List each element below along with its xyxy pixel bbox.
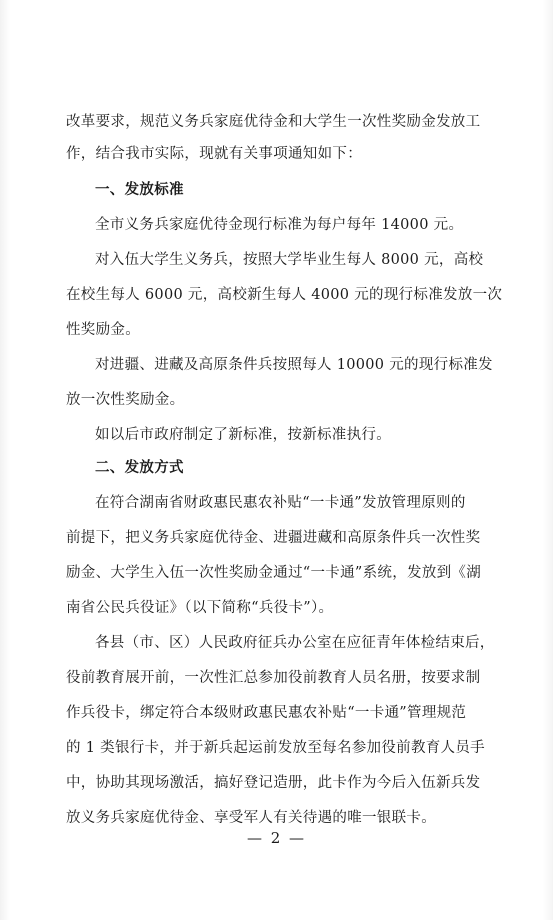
body-text-line: 南省公民兵役证》（以下简称“兵役卡”）。	[66, 600, 334, 616]
body-text-line: 如以后市政府制定了新标准，按新标准执行。	[95, 427, 391, 443]
body-text-line: 作，结合我市实际，现就有关事项通知如下：	[66, 146, 362, 162]
body-text-line: 改革要求，规范义务兵家庭优待金和大学生一次性奖励金发放工	[66, 114, 481, 130]
body-text-line: 对入伍大学生义务兵，按照大学毕业生每人 8000 元，高校	[95, 252, 484, 268]
body-text-line: 放义务兵家庭优待金、享受军人有关待遇的唯一银联卡。	[66, 810, 436, 826]
page-number: — 2 —	[246, 829, 307, 847]
body-text-line: 励金、大学生入伍一次性奖励金通过“一卡通”系统，发放到《湖	[66, 565, 482, 581]
body-text-line: 性奖励金。	[66, 322, 140, 338]
body-text-line: 作兵役卡，绑定符合本级财政惠民惠农补贴“一卡通”管理规范	[66, 705, 467, 721]
body-text-line: 的 1 类银行卡，并于新兵起运前发放至每名参加役前教育人员手	[66, 740, 485, 756]
body-text-line: 役前教育展开前，一次性汇总参加役前教育人员名册，按要求制	[66, 670, 481, 686]
section-heading-methods: 二、发放方式	[95, 459, 184, 476]
section-heading-standards: 一、发放标准	[95, 181, 184, 198]
body-text-line: 前提下，把义务兵家庭优待金、进疆进藏和高原条件兵一次性奖	[66, 530, 481, 546]
body-text-line: 对进疆、进藏及高原条件兵按照每人 10000 元的现行标准发	[95, 357, 493, 373]
body-text-line: 各县（市、区）人民政府征兵办公室在应征青年体检结束后，	[95, 635, 495, 651]
body-text-line: 中，协助其现场激活，搞好登记造册，此卡作为今后入伍新兵发	[66, 775, 481, 791]
body-text-line: 在符合湖南省财政惠民惠农补贴“一卡通”发放管理原则的	[95, 495, 466, 511]
body-text-line: 放一次性奖励金。	[66, 392, 185, 408]
body-text-line: 全市义务兵家庭优待金现行标准为每户每年 14000 元。	[95, 217, 464, 233]
body-text-line: 在校生每人 6000 元，高校新生每人 4000 元的现行标准发放一次	[66, 287, 503, 303]
